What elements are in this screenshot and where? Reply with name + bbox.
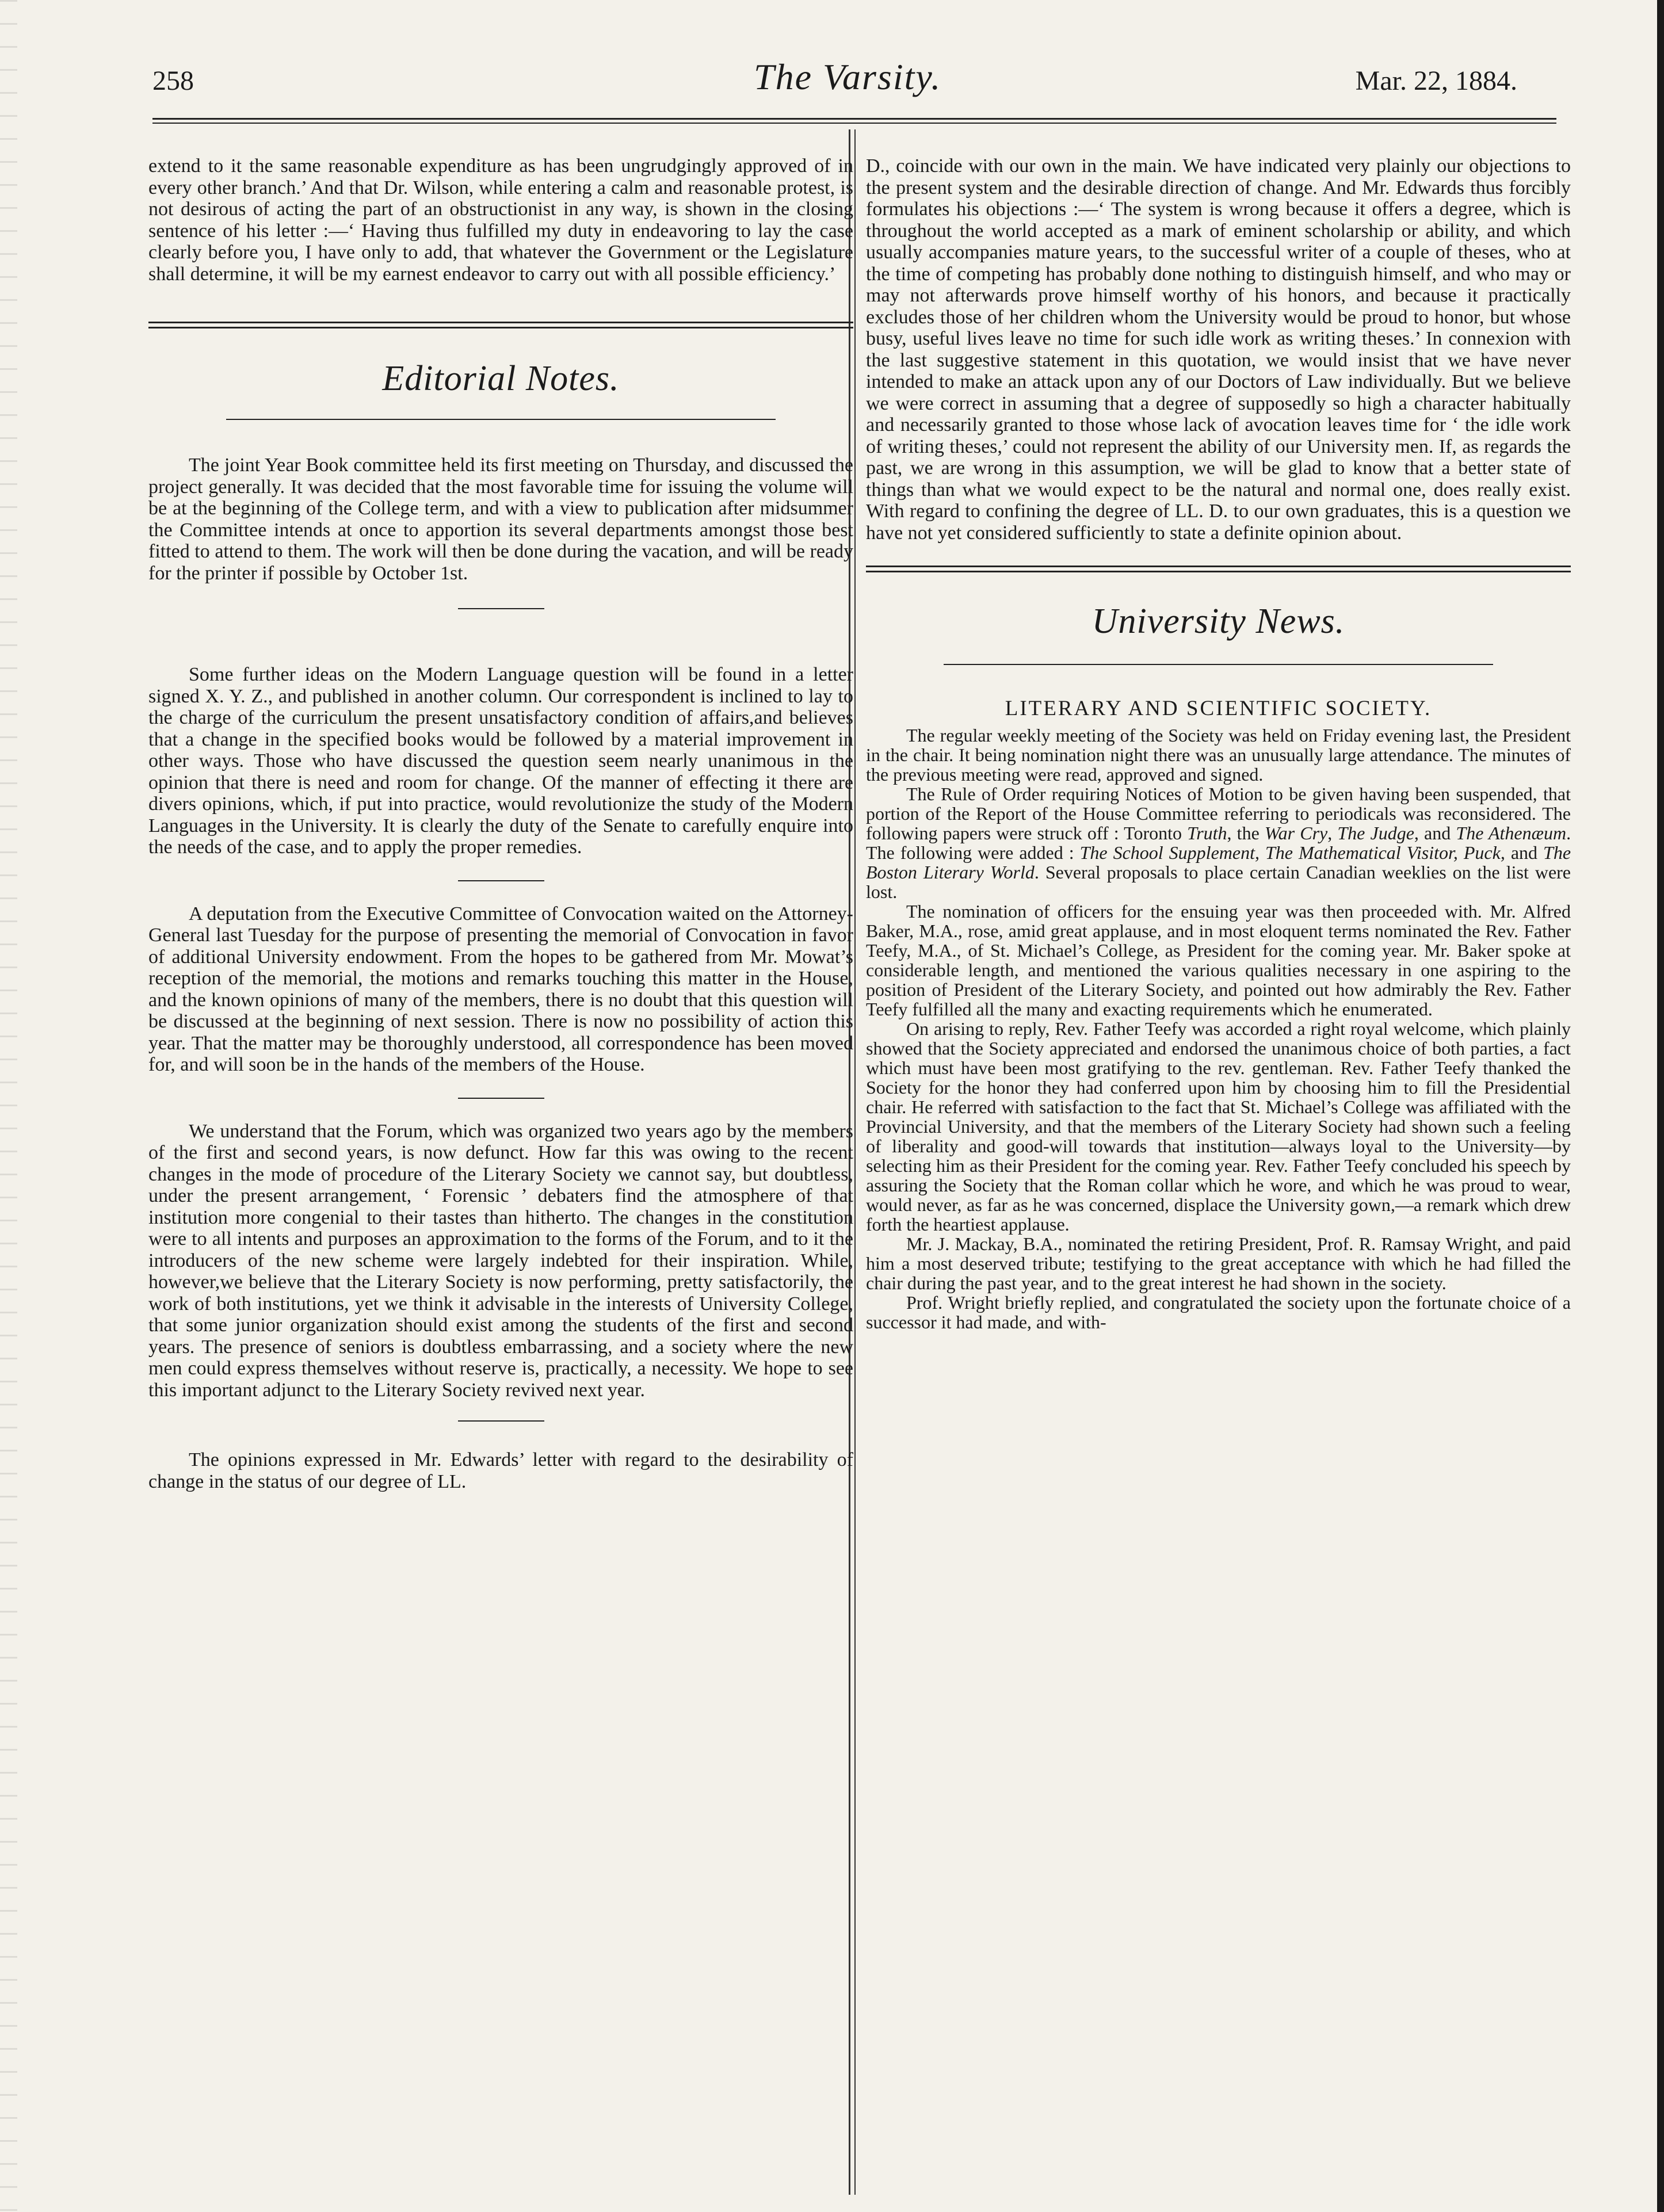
header-double-rule bbox=[152, 118, 1556, 124]
scan-edge-border bbox=[1657, 0, 1664, 2212]
news-paragraph: The regular weekly meeting of the Society was held on Friday evening last, the President in the chair. It being nomination night there was an unusually large attendance. The minutes of the previous meeting were read, approved and signed. bbox=[866, 725, 1571, 785]
section-double-rule bbox=[148, 322, 853, 328]
society-report bbox=[866, 725, 1571, 1332]
section-double-rule bbox=[866, 566, 1571, 572]
news-paragraph: On arising to reply, Rev. Father Teefy was accorded a right royal welcome, which plainly showed that the Society appreciated and endorsed the unanimous choice of both parties, a fact which must have been most gratifying to the rev. gentleman. Rev. Father Teefy thanked the Society for the honor they had conferred upon him by choosing him to fill the Presidential chair. He referred with satisfaction to the fact that St. Michael’s College was affiliated with the Provincial University, and that the members of the Literary Society had shown such a feeling of liberality and good-will towards that institution—always loyal to the University—by selecting him as their President for the coming year. Rev. Father Teefy concluded his speech by assuring the Society that the Roman collar which he wore, and which he was proud to wear, would never, as far as he was concerned, displace the University gown,—a remark which drew forth the heartiest applause. bbox=[866, 1018, 1571, 1235]
masthead-title: The Varsity. bbox=[754, 56, 942, 97]
page-header bbox=[152, 55, 1562, 112]
left-column bbox=[148, 155, 853, 1492]
editorial-note-modern-language: Some further ideas on the Modern Language question will be found in a letter signed X. Y. Z., and published in another column. Our correspondent is inclined to lay to the charge of the curriculum the present unsatisfactory condition of affairs,and believes that a change in the specified books would be followed by a material improvement in other ways. Those who have discussed the question seem nearly unanimous in the opinion that there is need and room for change. Of the manner of effecting it there are divers opinions, which, if put into practice, would revolutionize the study of the Modern Languages in the University. It is clearly the duty of the Senate to carefully enquire into the needs of the case, and to apply the proper remedies. bbox=[148, 664, 853, 858]
news-paragraph: Prof. Wright briefly replied, and congratulated the society upon the fortunate choice of a successor it had made, and with- bbox=[866, 1292, 1571, 1332]
university-news-heading: University News. bbox=[1091, 602, 1345, 641]
issue-date: Mar. 22, 1884. bbox=[1355, 66, 1517, 96]
right-column bbox=[866, 155, 1571, 1332]
editorial-note-year-book: The joint Year Book committee held its first meeting on Thursday, and discussed the project generally. It was decided that the most favorable time for issuing the volume will be at the beginning of the College term, and with a view to publication after midsummer the Committee intends at once to apportion its several departments amongst those best fitted to attend to them. The work will then be done during the vacation, and will be ready for the printer if possible by October 1st. bbox=[148, 454, 853, 584]
editorial-note-convocation: A deputation from the Executive Committee of Convocation waited on the Attorney-General last Tuesday for the purpose of presenting the memorial of Convocation in favor of additional University endowment. From the hopes to be gathered from Mr. Mowat’s reception of the memorial, the motions and remarks touching this matter in the House, and the known opinions of many of the members, there is no doubt that this question will be discussed at the beginning of next session. There is now no possibility of action this year. That the matter may be thoroughly understood, all correspondence has been moved for, and will soon be in the hands of the members of the House. bbox=[148, 903, 853, 1075]
page-number: 258 bbox=[152, 66, 194, 96]
column-divider-inner bbox=[854, 129, 856, 2195]
scan-edge-marks bbox=[0, 0, 17, 2212]
news-paragraph: The nomination of officers for the ensuing year was then proceeded with. Mr. Alfred Baker, M.A., rose, amid great applause, and in most eloquent terms nominated the Rev. Father Teefy, M.A., of St. Michael’s College, as President for the coming year. Mr. Baker spoke at considerable length, and mentioned the various qualities necessary in one aspiring to the position of President of the Literary Society, and pointed out how admirably the Rev. Father Teefy fulfilled all the many and exacting requirements which he enumerated. bbox=[866, 901, 1571, 1019]
editorial-note-forum: We understand that the Forum, which was organized two years ago by the members of the first and second years, is now defunct. How far this was owing to the recent changes in the mode of procedure of the Literary Society we cannot say, but doubtless, under the present arrangement, ‘ Forensic ’ debaters find the atmosphere of that institution more congenial to their tastes than hitherto. The changes in the constitution were to all intents and purposes an approximation to the forms of the Forum, and to it the introducers of the new scheme were largely indebted for their inspiration. While, however,we believe that the Literary Society is now performing, pretty satisfactorily, the work of both institutions, yet we think it advisable in the interests of University College, that some junior organization should exist among the students of the first and second years. The presence of seniors is doubtless embarrassing, and a society where the new men could express themselves without reserve is, practically, a necessity. We hope to see this important adjunct to the Literary Society revived next year. bbox=[148, 1120, 853, 1401]
editorial-notes-heading: Editorial Notes. bbox=[382, 359, 620, 398]
continued-paragraph: D., coincide with our own in the main. We have indicated very plainly our objections to the present system and the desirable direction of change. And Mr. Edwards thus forcibly formulates his objections :—‘ The system is wrong because it offers a degree, which is throughout the world accepted as a mark of eminent scholarship or ability, and which usually accompanies mature years, to the successful writer of a couple of theses, who at the time of competing has probably done nothing to distinguish himself, and who may or may not afterwards prove himself worthy of his honors, and because it practically excludes those of her children whom the University would be proud to honor, but whose busy, useful lives leave no time for such idle work as writing theses.’ In connexion with the last suggestive statement in this quotation, we would insist that we have never intended to make an attack upon any of our Doctors of Law individually. But we believe we were correct in assuming that a degree of supposedly so high a character habitually and necessarily granted to those whose lack of avocation leaves time for ‘ the idle work of writing theses,’ could not represent the ability of our University men. If, as regards the past, we are wrong in this assumption, we will be glad to know that a better state of things than what we would expect to be the natural and normal one, does really exist. With regard to confining the degree of LL. D. to our own graduates, this is a question we have not yet considered sufficiently to state a definite opinion about. bbox=[866, 155, 1571, 544]
society-subheading: LITERARY AND SCIENTIFIC SOCIETY. bbox=[1005, 697, 1432, 720]
news-paragraph-periodicals: The Rule of Order requiring Notices of Motion to be given having been suspended, that portion of the Report of the House Committee referring to periodicals was reconsidered. The following papers were struck off : Toronto Truth, the War Cry, The Judge, and The Athenæum. The following were added : The School Supplement, The Mathematical Visitor, Puck, and The Boston Literary World. Several proposals to place certain Canadian weeklies on the list were lost. bbox=[866, 784, 1571, 902]
continued-paragraph: extend to it the same reasonable expenditure as has been ungrudgingly approved of in every other branch.’ And that Dr. Wilson, while entering a calm and reasonable protest, is not desirous of acting the part of an obstructionist in any way, is shown in the closing sentence of his letter :—‘ Having thus fulfilled my duty in endeavoring to lay the case clearly before you, I have only to add, that whatever the Government or the Legislature shall determine, it will be my earnest endeavor to carry out with all possible efficiency.’ bbox=[148, 155, 853, 285]
news-paragraph: Mr. J. Mackay, B.A., nominated the retiring President, Prof. R. Ramsay Wright, and paid him a most deserved tribute; testifying to the great acceptance with which he had filled the chair during the past year, and to the great interest he had shown in the society. bbox=[866, 1233, 1571, 1293]
editorial-note-degree: The opinions expressed in Mr. Edwards’ letter with regard to the desirability of change in the status of our degree of LL. bbox=[148, 1449, 853, 1492]
